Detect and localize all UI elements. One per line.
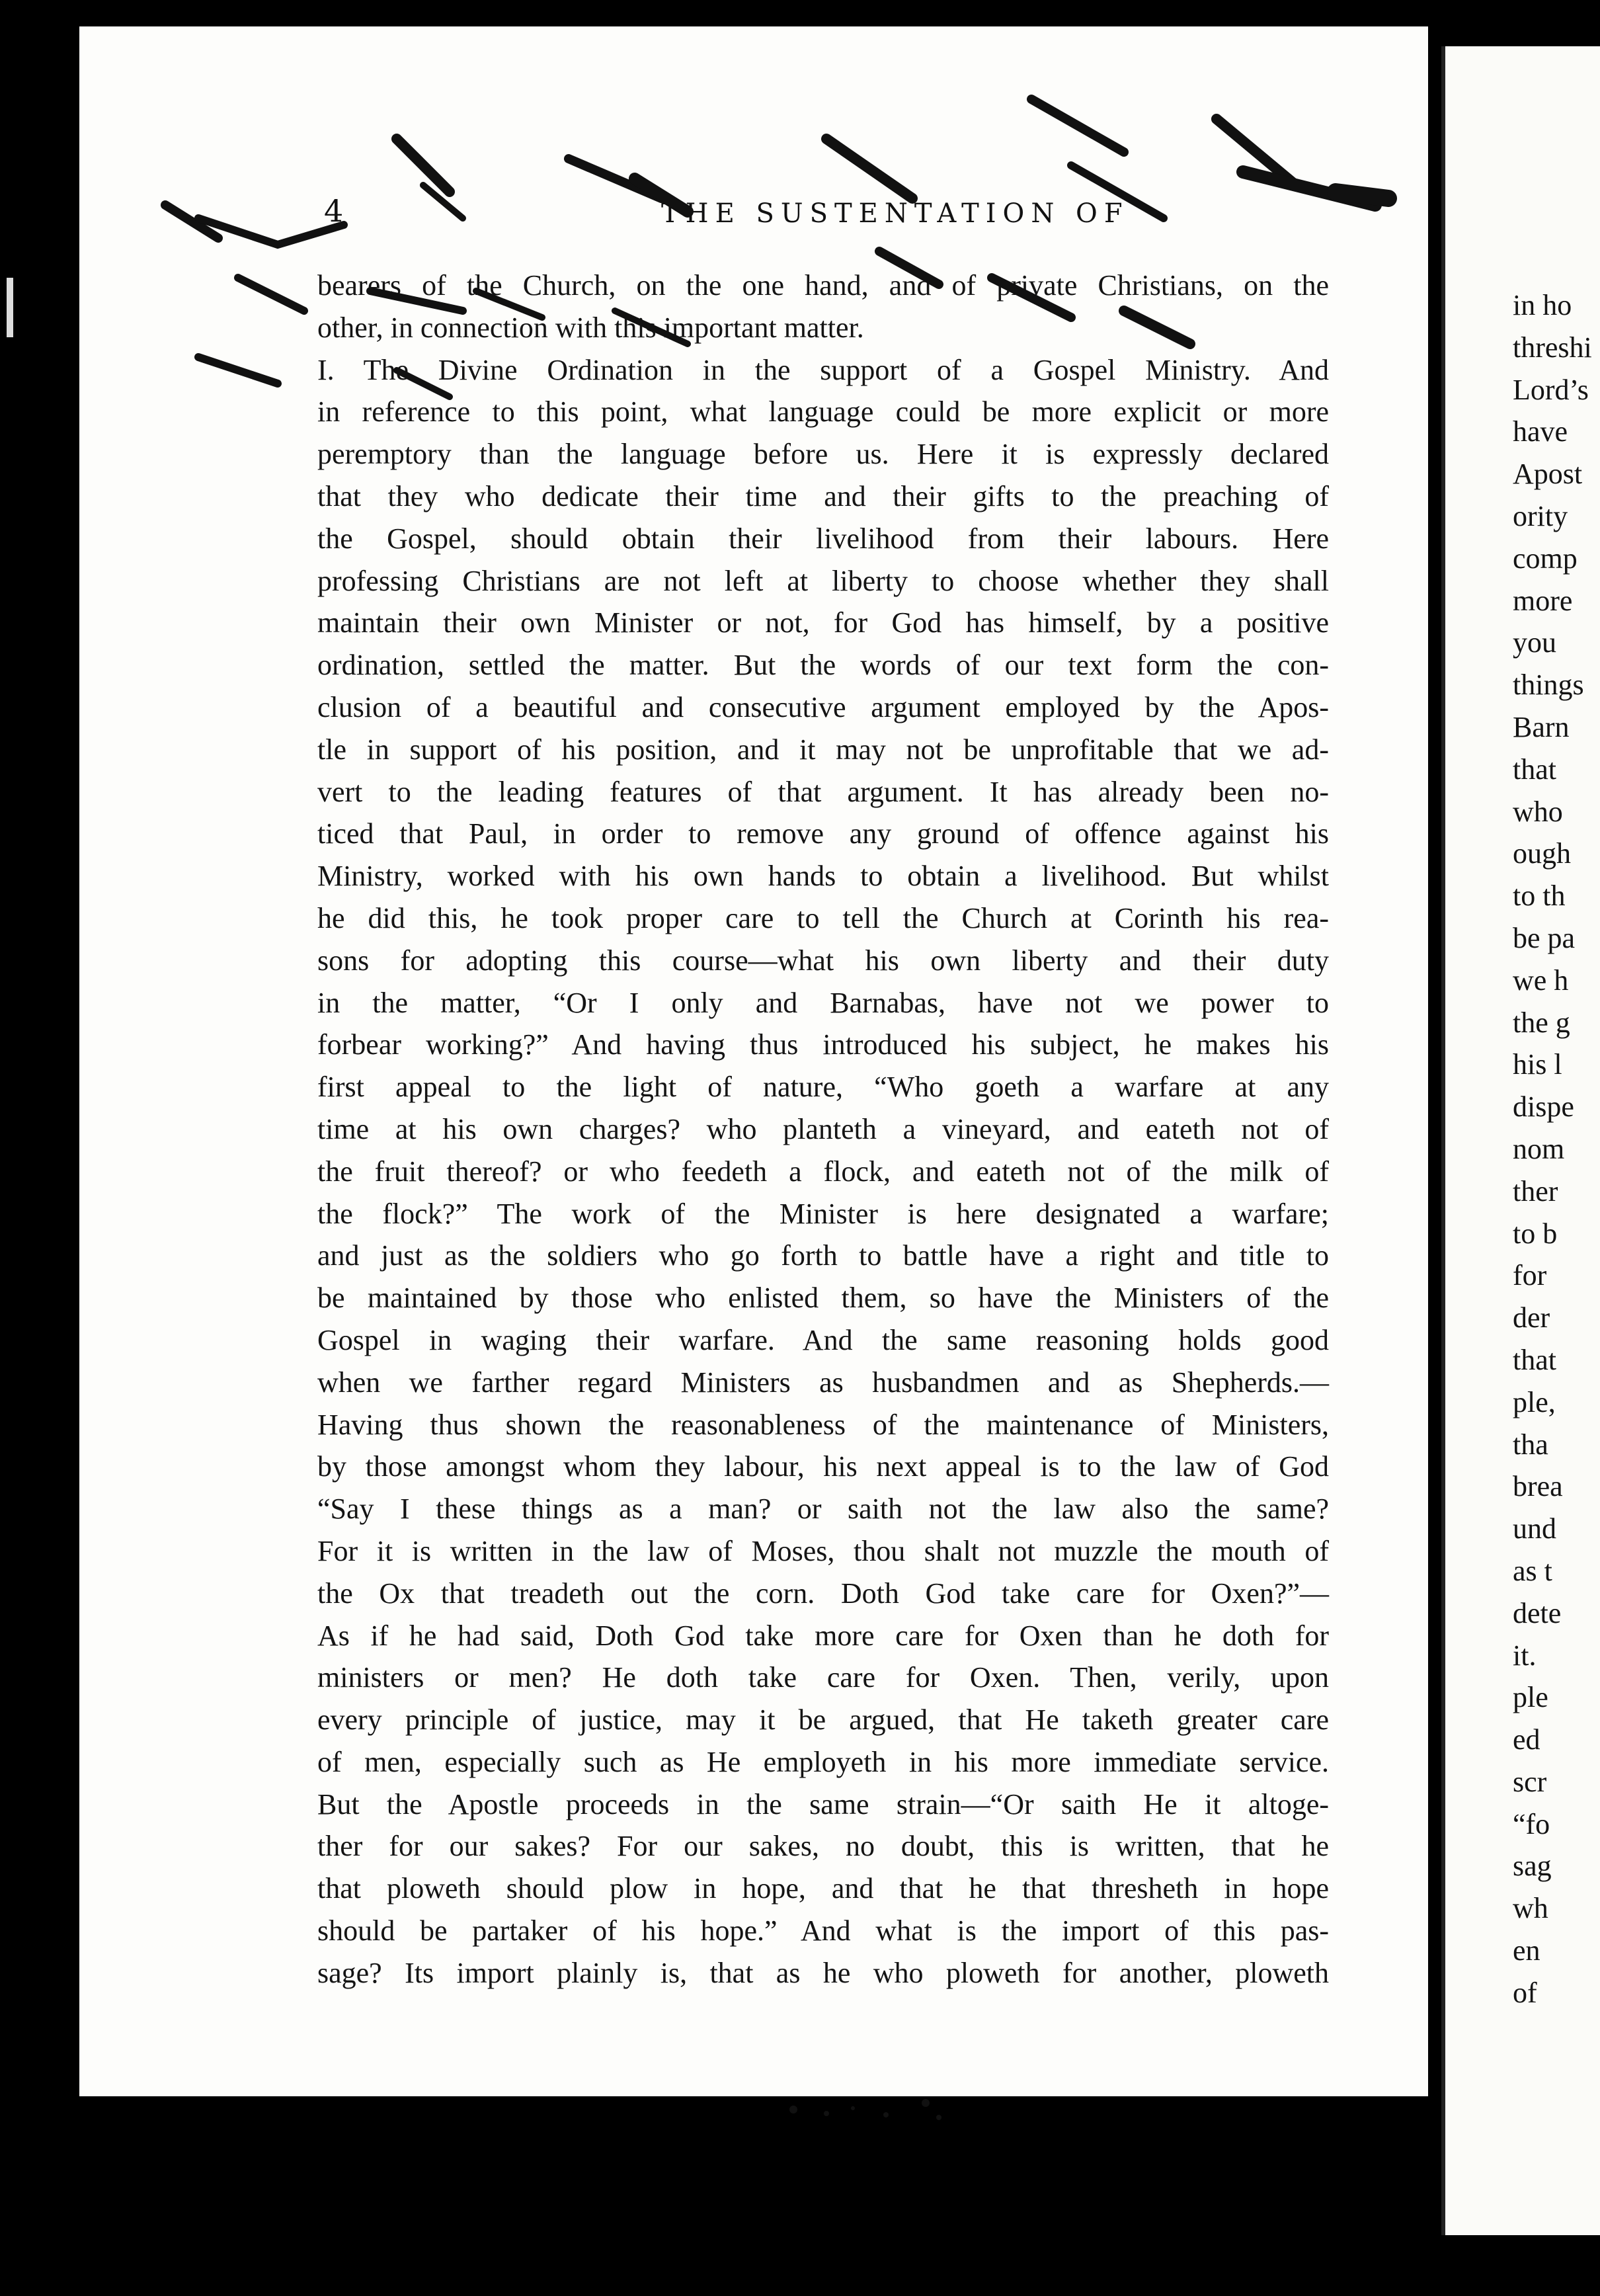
text-line: ministers or men? He doth take care for Oxen. Then, verily, upon [317,1661,1329,1694]
text-line: that they who dedicate their time and their gifts to the preaching of [317,479,1329,512]
right-page-fragment: to b [1513,1217,1558,1250]
right-page-fragment: that [1513,753,1556,786]
right-page-fragment: Lord’s [1513,373,1589,406]
right-page-fragment: comp [1513,542,1578,575]
text-line: ther for our sakes? For our sakes, no doubt, this is written, that he [317,1830,1329,1863]
text-line: in the matter, “Or I only and Barnabas, have not we power to [317,986,1329,1019]
right-page-fragment: brea [1513,1470,1563,1503]
right-page-fragment: his l [1513,1048,1562,1081]
text-line: clusion of a beautiful and consecutive argument employed by the Apos- [317,690,1329,723]
text-line: the Ox that treadeth out the corn. Doth God take care for Oxen?”— [317,1577,1329,1610]
right-page-fragment: we h [1513,964,1569,997]
text-line: the fruit thereof? or who feedeth a flock, and eateth not of the milk of [317,1155,1329,1188]
right-page-fragment: nom [1513,1132,1565,1165]
right-page-fragment: ther [1513,1174,1558,1208]
text-line: first appeal to the light of nature, “Who goeth a warfare at any [317,1071,1329,1104]
right-page-fragment: ority [1513,499,1568,532]
right-page-fragment: things [1513,669,1584,702]
right-page-fragment: more [1513,584,1573,617]
right-page-fragment: have [1513,415,1568,448]
text-line: ticed that Paul, in order to remove any ground of offence against his [317,817,1329,850]
right-page-fragment: as t [1513,1554,1552,1587]
text-line: Having thus shown the reasonableness of the maintenance of Ministers, [317,1408,1329,1441]
text-line: Gospel in waging their warfare. And the same reasoning holds good [317,1323,1329,1356]
text-line: peremptory than the language before us. Here it is expressly declared [317,438,1329,471]
text-line: that ploweth should plow in hope, and that he that thresheth in hope [317,1872,1329,1905]
running-head: THE SUSTENTATION OF [661,198,1129,229]
text-line: vert to the leading features of that argument. It has already been no- [317,775,1329,808]
text-line: time at his own charges? who planteth a vineyard, and eateth not of [317,1112,1329,1145]
text-line: of men, especially such as He employeth in his more immediate service. [317,1745,1329,1778]
right-page-fragment: threshi [1513,331,1592,364]
right-page-fragment: of [1513,1976,1537,2009]
right-page-fragment: und [1513,1512,1556,1545]
right-page-text [1513,284,1600,2014]
text-line: should be partaker of his hope.” And what is the import of this pas- [317,1914,1329,1948]
text-line: and just as the soldiers who go forth to battle have a right and title to [317,1239,1329,1272]
right-page-fragment: ed [1513,1723,1540,1756]
footer-speckles [780,2083,979,2136]
right-page-fragment: ough [1513,837,1571,870]
text-line: For it is written in the law of Moses, thou shalt not muzzle the mouth of [317,1534,1329,1567]
right-page-fragment: tha [1513,1428,1548,1461]
text-line: every principle of justice, may it be argued, that He taketh greater care [317,1703,1329,1737]
text-line: when we farther regard Ministers as husbandmen and as Shepherds.— [317,1366,1329,1399]
text-line: bearers of the Church, on the one hand, and of private Christians, on the [317,269,1329,302]
right-page-fragment: der [1513,1301,1550,1334]
text-line: Ministry, worked with his own hands to obtain a livelihood. But whilst [317,860,1329,893]
text-line: he did this, he took proper care to tell the Church at Corinth his rea- [317,901,1329,934]
text-line: professing Christians are not left at liberty to choose whether they shall [317,564,1329,597]
text-line: the Gospel, should obtain their livelihood from their labours. Here [317,522,1329,555]
right-page-fragment: it. [1513,1639,1537,1672]
right-page-fragment: Barn [1513,710,1570,743]
text-line: other, in connection with this important matter. [317,311,864,344]
right-page-fragment: dete [1513,1596,1562,1629]
right-page-fragment: in ho [1513,289,1572,321]
text-line: sage? Its import plainly is, that as he who ploweth for another, ploweth [317,1956,1329,1989]
right-page-fragment: wh [1513,1892,1548,1925]
scan-border [0,2182,1441,2296]
right-page-fragment: who [1513,795,1563,828]
right-page-fragment: “fo [1513,1807,1550,1840]
text-line: be maintained by those who enlisted them, so have the Ministers of the [317,1282,1329,1315]
right-page-fragment: dispe [1513,1090,1574,1124]
right-page-fragment: to th [1513,880,1566,913]
right-page-fragment: en [1513,1934,1540,1967]
right-page-fragment: that [1513,1343,1556,1376]
right-page-fragment: ple [1513,1681,1548,1714]
right-page-fragment: for [1513,1259,1547,1292]
right-page-fragment: be pa [1513,921,1576,954]
text-line: sons for adopting this course—what his own liberty and their duty [317,944,1329,977]
text-line: tle in support of his position, and it may not be unprofitable that we ad- [317,733,1329,766]
right-page-fragment: Apost [1513,458,1583,491]
right-page-fragment: sag [1513,1850,1552,1883]
right-page-fragment: you [1513,626,1556,659]
margin-mark [7,278,13,337]
text-line: forbear working?” And having thus introduced his subject, he makes his [317,1028,1329,1061]
text-line: in reference to this point, what language could be more explicit or more [317,395,1329,429]
text-line: ordination, settled the matter. But the words of our text form the con- [317,649,1329,682]
text-line: the flock?” The work of the Minister is here designated a warfare; [317,1197,1329,1230]
right-page-fragment: ple, [1513,1385,1556,1418]
text-line: by those amongst whom they labour, his next appeal is to the law of God [317,1450,1329,1483]
text-line: “Say I these things as a man? or saith not the law also the same? [317,1493,1329,1526]
text-line: As if he had said, Doth God take more care for Oxen than he doth for [317,1619,1329,1652]
text-line: maintain their own Minister or not, for God has himself, by a positive [317,606,1329,639]
text-line: But the Apostle proceeds in the same strain—“Or saith He it altoge- [317,1787,1329,1821]
right-page-fragment: the g [1513,1006,1570,1039]
page-number: 4 [324,193,344,229]
text-line: I. The Divine Ordination in the support of a Gospel Ministry. And [317,353,1329,386]
body-text [317,265,1329,1994]
right-page-fragment: scr [1513,1765,1547,1798]
